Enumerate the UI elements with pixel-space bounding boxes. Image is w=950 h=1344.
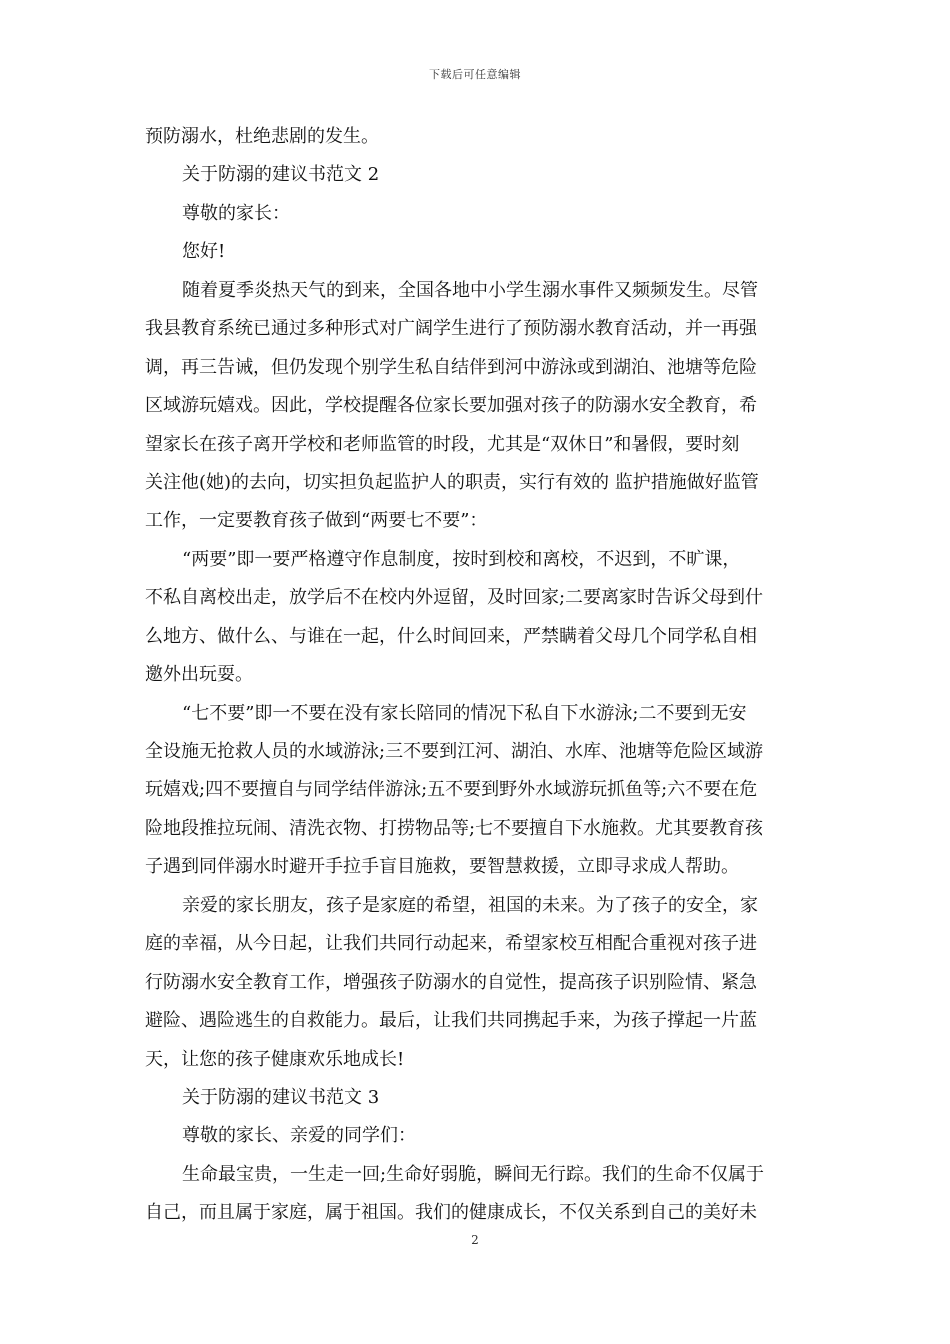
text-line: 天，让您的孩子健康欢乐地成长!	[145, 1048, 405, 1070]
text-line: 望家长在孩子离开学校和老师监管的时段，尤其是“双休日”和暑假，要时刻	[145, 433, 740, 455]
text-line: 调，再三告诫，但仍发现个别学生私自结伴到河中游泳或到湖泊、池塘等危险	[145, 356, 757, 378]
text-line: 全设施无抢救人员的水域游泳;三不要到江河、湖泊、水库、池塘等危险区域游	[145, 741, 764, 762]
text-line: 关于防溺的建议书范文 3	[182, 1086, 380, 1108]
text-line: 预防溺水，杜绝悲剧的发生。	[145, 126, 379, 147]
page-number: 2	[471, 1233, 479, 1247]
text-line: 工作，一定要教育孩子做到“两要七不要”：	[145, 510, 488, 532]
text-line: 关注他(她)的去向，切实担负起监护人的职责，实行有效的 监护措施做好监管	[145, 471, 759, 493]
document-body	[145, 118, 807, 1233]
text-line: 生命最宝贵，一生走一回;生命好弱脆，瞬间无行踪。我们的生命不仅属于	[182, 1163, 765, 1185]
text-line: 玩嬉戏;四不要擅自与同学结伴游泳;五不要到野外水域游玩抓鱼等;六不要在危	[145, 779, 758, 801]
text-line: “七不要”即一不要在没有家长陪同的情况下私自下水游泳;二不要到无安	[182, 702, 747, 724]
text-line: 亲爱的家长朋友，孩子是家庭的希望，祖国的未来。为了孩子的安全，家	[182, 894, 758, 916]
text-line: 邀外出玩耍。	[145, 664, 253, 686]
text-line: 子遇到同伴溺水时避开手拉手盲目施救，要智慧救援，立即寻求成人帮助。	[145, 856, 739, 878]
text-line: 关于防溺的建议书范文 2	[182, 164, 380, 186]
text-line: 区域游玩嬉戏。因此，学校提醒各位家长要加强对孩子的防溺水安全教育，希	[145, 395, 757, 417]
text-line: 您好!	[182, 241, 226, 263]
text-line: 么地方、做什么、与谁在一起，什么时间回来，严禁瞒着父母几个同学私自相	[145, 625, 757, 647]
text-line: 尊敬的家长、亲爱的同学们：	[182, 1125, 416, 1147]
page-header: 下载后可任意编辑	[429, 68, 521, 81]
text-line: 庭的幸福，从今日起，让我们共同行动起来，希望家校互相配合重视对孩子进	[145, 933, 757, 955]
text-line: 我县教育系统已通过多种形式对广阔学生进行了预防溺水教育活动，并一再强	[145, 318, 757, 340]
text-line: 避险、遇险逃生的自救能力。最后，让我们共同携起手来，为孩子撑起一片蓝	[145, 1010, 757, 1032]
text-line: 行防溺水安全教育工作，增强孩子防溺水的自觉性，提高孩子识别险情、紧急	[145, 971, 757, 993]
text-line: 自己，而且属于家庭，属于祖国。我们的健康成长，不仅关系到自己的美好未	[145, 1202, 757, 1224]
text-line: “两要”即一要严格遵守作息制度，按时到校和离校，不迟到，不旷课，	[182, 548, 741, 570]
text-line: 不私自离校出走，放学后不在校内外逗留，及时回家;二要离家时告诉父母到什	[145, 587, 764, 609]
text-line: 尊敬的家长：	[182, 202, 290, 224]
text-line: 险地段推拉玩闹、清洗衣物、打捞物品等;七不要擅自下水施救。尤其要教育孩	[145, 817, 764, 839]
text-line: 随着夏季炎热天气的到来，全国各地中小学生溺水事件又频频发生。尽管	[182, 279, 758, 301]
